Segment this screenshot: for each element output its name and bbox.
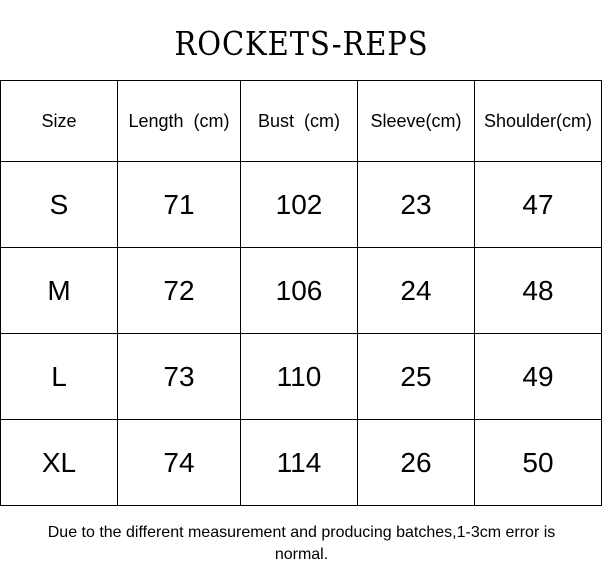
header-length: Length (cm) (118, 81, 241, 162)
size-chart-table (0, 80, 602, 506)
cell-sleeve: 23 (358, 162, 475, 248)
cell-size: S (1, 162, 118, 248)
cell-bust: 110 (241, 334, 358, 420)
cell-bust: 106 (241, 248, 358, 334)
cell-sleeve: 25 (358, 334, 475, 420)
table-row (1, 420, 602, 506)
cell-size: XL (1, 420, 118, 506)
cell-bust: 114 (241, 420, 358, 506)
header-bust: Bust (cm) (241, 81, 358, 162)
cell-shoulder: 49 (475, 334, 602, 420)
page-title: ROCKETS-REPS (174, 24, 429, 63)
cell-length: 72 (118, 248, 241, 334)
cell-size: M (1, 248, 118, 334)
cell-size: L (1, 334, 118, 420)
table-row (1, 248, 602, 334)
cell-shoulder: 48 (475, 248, 602, 334)
table-row (1, 334, 602, 420)
cell-sleeve: 24 (358, 248, 475, 334)
cell-sleeve: 26 (358, 420, 475, 506)
note-line-1: Due to the different measurement and producing batches,1-3cm error is (47, 524, 556, 541)
header-shoulder: Shoulder(cm) (475, 81, 602, 162)
table-row (1, 162, 602, 248)
table-header-row (1, 81, 602, 162)
header-sleeve: Sleeve(cm) (358, 81, 475, 162)
cell-shoulder: 47 (475, 162, 602, 248)
note-line-2: normal. (274, 546, 329, 563)
measurement-note (0, 522, 603, 566)
cell-shoulder: 50 (475, 420, 602, 506)
header-size: Size (1, 81, 118, 162)
cell-bust: 102 (241, 162, 358, 248)
cell-length: 71 (118, 162, 241, 248)
cell-length: 73 (118, 334, 241, 420)
cell-length: 74 (118, 420, 241, 506)
